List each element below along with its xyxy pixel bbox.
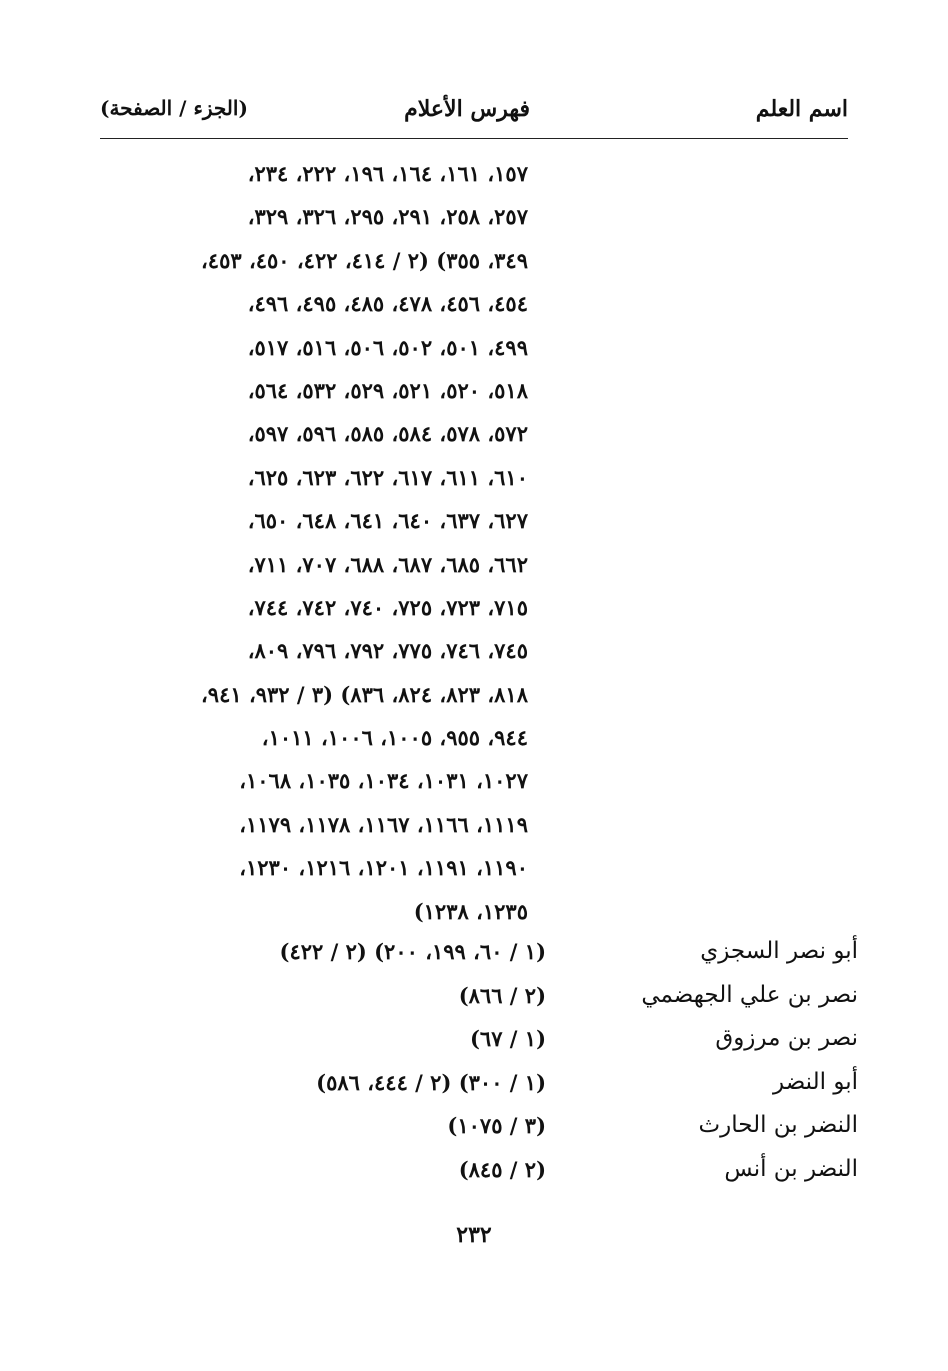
reference-line: ٨١٨، ٨٢٣، ٨٢٤، ٨٣٦) (٣ / ٩٣٢، ٩٤١،	[201, 681, 528, 707]
entry-name: أبو نصر السجزي	[700, 938, 858, 964]
entry-name: نصر بن مرزوق	[715, 1025, 858, 1052]
index-entry	[98, 1017, 858, 1061]
reference-line: ١١٩٠، ١١٩١، ١٢٠١، ١٢١٦، ١٢٣٠،	[239, 855, 528, 881]
entry-references: (١ / ٦٧)	[469, 1026, 546, 1052]
reference-line: ١١١٩، ١١٦٦، ١١٦٧، ١١٧٨، ١١٧٩،	[239, 811, 528, 837]
reference-column-heading: (الجزء / الصفحة)	[100, 96, 248, 120]
index-entry	[98, 974, 858, 1018]
entry-name: النضر بن أنس	[724, 1155, 858, 1182]
reference-line: ٩٤٤، ٩٥٥، ١٠٠٥، ١٠٠٦، ١٠١١،	[261, 725, 528, 751]
reference-line: ٢٥٧، ٢٥٨، ٢٩١، ٢٩٥، ٣٢٦، ٣٢٩،	[247, 204, 528, 230]
entry-name: أبو النضر	[773, 1068, 858, 1095]
entry-references: (١ / ٣٠٠) (٢ / ٤٤٤، ٥٨٦)	[316, 1069, 546, 1095]
page-header	[100, 96, 848, 132]
entry-name: نصر بن علي الجهضمي	[641, 981, 858, 1008]
reference-line: ٧٤٥، ٧٤٦، ٧٧٥، ٧٩٢، ٧٩٦، ٨٠٩،	[247, 638, 528, 664]
index-entry	[98, 1148, 858, 1192]
reference-line: ١٠٢٧، ١٠٣١، ١٠٣٤، ١٠٣٥، ١٠٦٨،	[239, 768, 528, 794]
continued-references	[108, 152, 528, 933]
reference-line: ٥٧٢، ٥٧٨، ٥٨٤، ٥٨٥، ٥٩٦، ٥٩٧،	[247, 421, 528, 447]
entry-references: (٢ / ٨٤٥)	[458, 1156, 546, 1182]
entry-references: (٣ / ١٠٧٥)	[447, 1113, 546, 1139]
reference-line: ١٢٣٥، ١٢٣٨)	[413, 898, 528, 924]
entry-references: (١ / ٦٠، ١٩٩، ٢٠٠) (٢ / ٤٢٢)	[279, 939, 546, 964]
reference-line: ٣٤٩، ٣٥٥) (٢ / ٤١٤، ٤٢٢، ٤٥٠، ٤٥٣،	[201, 247, 528, 273]
reference-line: ٤٥٤، ٤٥٦، ٤٧٨، ٤٨٥، ٤٩٥، ٤٩٦،	[247, 291, 528, 317]
reference-line: ١٥٧، ١٦١، ١٦٤، ١٩٦، ٢٢٢، ٢٣٤،	[247, 161, 528, 186]
index-entry	[98, 1061, 858, 1105]
index-entry	[98, 1104, 858, 1148]
entry-name: النضر بن الحارث	[698, 1112, 858, 1139]
page-number: ٢٣٢	[456, 1222, 492, 1248]
name-column-heading: اسم العلم	[755, 96, 848, 122]
reference-line: ٥١٨، ٥٢٠، ٥٢١، ٥٢٩، ٥٣٢، ٥٦٤،	[247, 377, 528, 403]
reference-line: ٦٦٢، ٦٨٥، ٦٨٧، ٦٨٨، ٧٠٧، ٧١١،	[247, 551, 528, 577]
reference-line: ٤٩٩، ٥٠١، ٥٠٢، ٥٠٦، ٥١٦، ٥١٧،	[247, 334, 528, 360]
reference-line: ٧١٥، ٧٢٣، ٧٢٥، ٧٤٠، ٧٤٢، ٧٤٤،	[247, 594, 528, 620]
index-entries	[98, 930, 858, 1192]
reference-line: ٦١٠، ٦١١، ٦١٧، ٦٢٢، ٦٢٣، ٦٢٥،	[247, 464, 528, 490]
header-rule	[100, 138, 848, 139]
reference-line: ٦٢٧، ٦٣٧، ٦٤٠، ٦٤١، ٦٤٨، ٦٥٠،	[247, 508, 528, 534]
page-title: فهرس الأعلام	[404, 96, 530, 122]
entry-references: (٢ / ٨٦٦)	[458, 982, 546, 1008]
index-entry	[98, 930, 858, 974]
